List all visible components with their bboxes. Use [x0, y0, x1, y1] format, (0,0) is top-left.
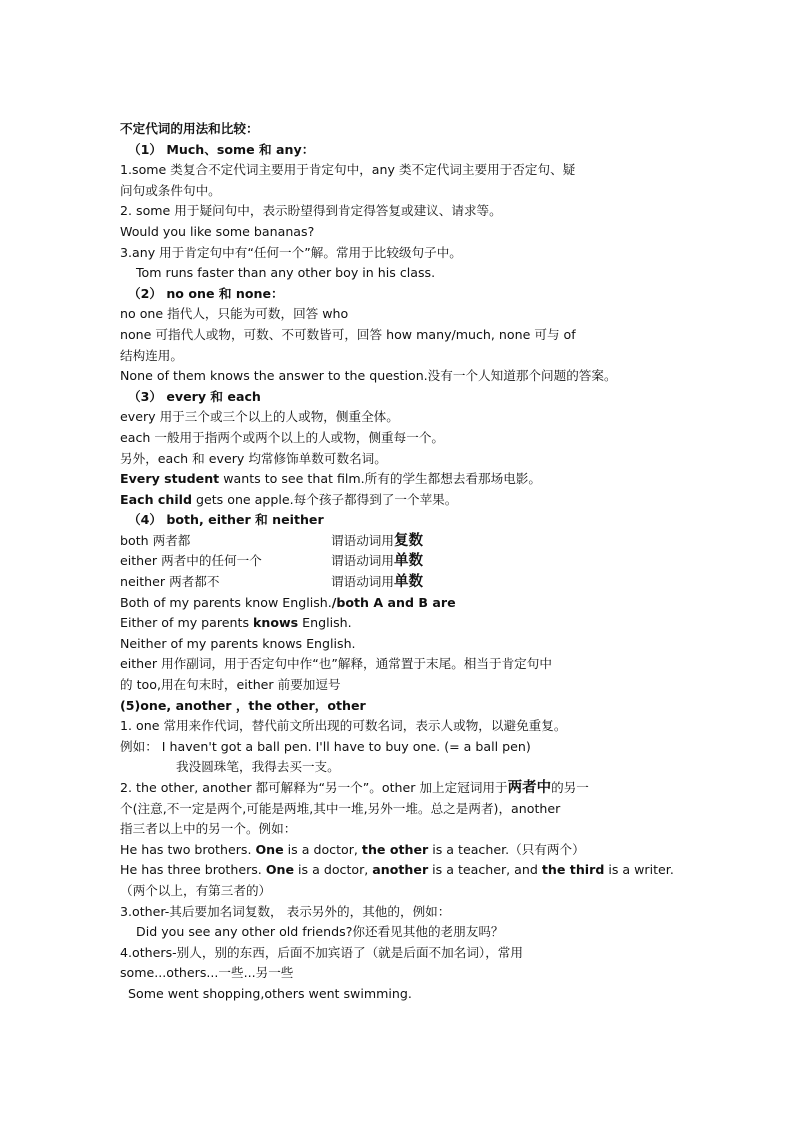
text-span: 谓语动词用 — [331, 574, 394, 590]
text-line: each 一般用于指两个或两个以上的人或物，侧重每一个。 — [120, 429, 445, 445]
bold-term: /both A and B are — [331, 594, 456, 610]
example-sentence — [120, 860, 680, 881]
text-line: 个(注意,不一定是两个,可能是两堆,其中一堆,另外一堆。总之是两者)，another — [120, 800, 561, 816]
example-sentence: Some went shopping,others went swimming. — [128, 985, 412, 1001]
text-line: 指三者以上中的另一个。例如： — [120, 821, 297, 837]
comparison-row — [120, 572, 680, 593]
bold-term: 两者中 — [507, 780, 552, 796]
text-span: is a doctor, — [294, 862, 373, 878]
text-line: 问句或条件句中。 — [120, 182, 221, 198]
example-sentence: None of them knows the answer to the question.没有一个人知道那个问题的答案。 — [120, 368, 617, 384]
text-line: none 可指代人或物，可数、不可数皆可，回答 how many/much, none 可与 of — [120, 326, 576, 342]
text-line — [120, 778, 680, 799]
document-body — [120, 119, 680, 1005]
text-line: no one 指代人，只能为可数，回答 who — [120, 306, 349, 322]
example-sentence — [120, 490, 680, 511]
text-span: is a writer. — [604, 862, 674, 878]
bold-term: Each child — [120, 491, 192, 507]
text-span: 谓语动词用 — [331, 532, 394, 548]
text-span: English. — [298, 615, 352, 631]
section-2-heading: （2） no one 和 none： — [128, 285, 284, 301]
row-right — [331, 572, 423, 593]
text-line: 3.other-其后要加名词复数， 表示另外的，其他的，例如： — [120, 903, 451, 919]
bold-term: another — [372, 862, 429, 878]
text-line: 3.any 用于肯定句中有“任何一个”解。常用于比较级句子中。 — [120, 244, 462, 260]
document-title: 不定代词的用法和比较： — [120, 121, 259, 136]
row-right — [331, 531, 423, 552]
example-sentence: 例如： I haven't got a ball pen. I'll have to buy one. (= a ball pen) — [120, 738, 531, 754]
text-span: 谓语动词用 — [331, 553, 394, 569]
example-sentence — [120, 840, 680, 861]
text-line: 4.others-别人，别的东西，后面不加宾语了（就是后面不加名词），常用 — [120, 944, 523, 960]
bold-term: 单数 — [393, 553, 423, 570]
text-span: 的另一 — [551, 780, 589, 795]
text-span: is a teacher.（只有两个） — [428, 841, 585, 857]
section-3-heading: （3） every 和 each — [128, 388, 261, 404]
text-line: 1.some 类复合不定代词主要用于肯定句中，any 类不定代词主要用于否定句、疑 — [120, 162, 576, 178]
example-sentence: Would you like some bananas? — [120, 223, 315, 239]
text-span: gets one apple.每个孩子都得到了一个苹果。 — [192, 491, 458, 507]
bold-term: 单数 — [393, 574, 423, 591]
example-sentence: Tom runs faster than any other boy in his class. — [136, 265, 436, 281]
text-line: some...others...一些...另一些 — [120, 965, 294, 981]
example-sentence: Neither of my parents knows English. — [120, 635, 356, 651]
text-line: every 用于三个或三个以上的人或物，侧重全体。 — [120, 409, 399, 425]
bold-term: Every student — [120, 471, 220, 487]
text-span: Both of my parents know English. — [120, 594, 332, 610]
text-line: 的 too,用在句末时，either 前要加逗号 — [120, 677, 341, 693]
text-span: He has two brothers. — [120, 841, 256, 857]
text-line: （两个以上，有第三者的） — [120, 882, 272, 898]
example-sentence: Did you see any other old friends?你还看见其他的老朋友吗？ — [136, 924, 504, 940]
bold-term: knows — [253, 615, 299, 631]
text-line: 2. some 用于疑问句中，表示盼望得到肯定得答复或建议、请求等。 — [120, 203, 502, 219]
example-sentence — [120, 469, 680, 490]
example-sentence — [120, 613, 680, 634]
text-span: He has three brothers. — [120, 862, 266, 878]
text-span: 2. the other, another 都可解释为“另一个”。other 加上定冠词用于 — [120, 780, 508, 795]
text-line: 结构连用。 — [120, 347, 183, 363]
section-1-heading: （1） Much、some 和 any： — [128, 141, 315, 157]
row-left: neither 两者都不 — [120, 574, 220, 590]
bold-term: the third — [541, 862, 605, 878]
section-5-heading: (5)one, another ，the other，other — [120, 697, 366, 713]
example-sentence — [120, 593, 680, 614]
comparison-row — [120, 531, 680, 552]
text-span: is a doctor, — [283, 841, 362, 857]
comparison-row — [120, 551, 680, 572]
bold-term: the other — [361, 841, 429, 857]
section-4-heading: （4） both, either 和 neither — [128, 512, 324, 528]
example-translation: 我没圆珠笔，我得去买一支。 — [176, 759, 340, 775]
text-span: Either of my parents — [120, 615, 254, 631]
bold-term: 复数 — [393, 532, 423, 549]
text-line: either 用作副词，用于否定句中作“也”解释，通常置于末尾。相当于肯定句中 — [120, 656, 552, 672]
row-left: both 两者都 — [120, 532, 191, 548]
bold-term: One — [265, 862, 295, 878]
text-span: is a teacher, and — [428, 862, 542, 878]
text-span: wants to see that film.所有的学生都想去看那场电影。 — [219, 471, 541, 487]
bold-term: One — [255, 841, 284, 857]
row-right — [331, 551, 423, 572]
text-line: 1. one 常用来作代词，替代前文所出现的可数名词，表示人或物，以避免重复。 — [120, 718, 567, 734]
text-line: 另外，each 和 every 均常修饰单数可数名词。 — [120, 450, 387, 466]
row-left: either 两者中的任何一个 — [120, 553, 262, 569]
